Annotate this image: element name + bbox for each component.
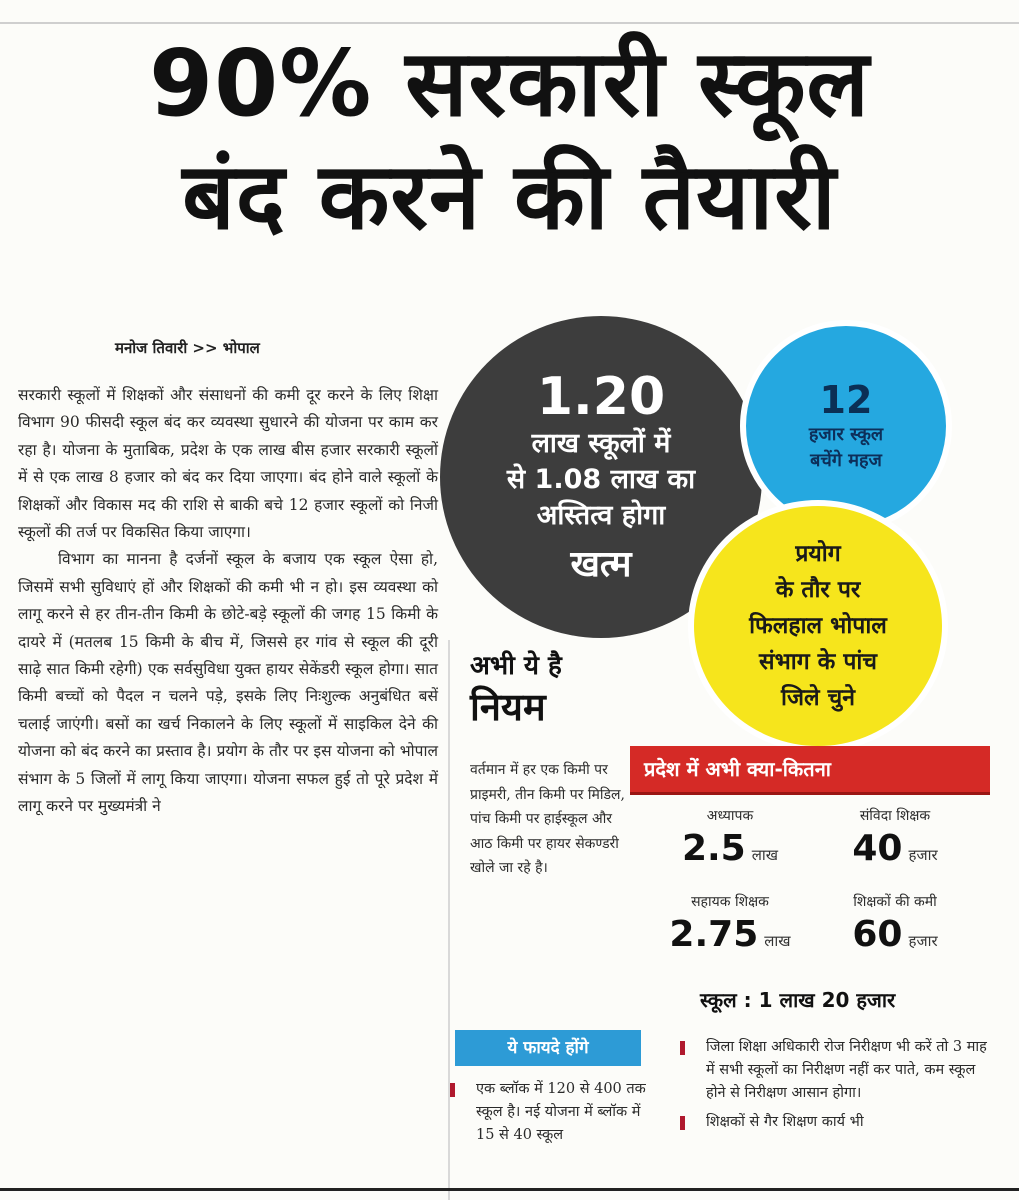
- stat-item: [655, 805, 805, 877]
- stat-unit: हजार: [908, 846, 938, 864]
- headline-line-2: बंद करने की तैयारी: [182, 143, 837, 250]
- headline: [0, 30, 1019, 256]
- rules-title: [470, 650, 562, 732]
- total-schools: स्कूल : 1 लाख 20 हजार: [700, 988, 896, 1012]
- dark-circle-line-2: से 1.08 लाख का: [506, 463, 696, 495]
- yellow-info-circle: [688, 500, 948, 752]
- yellow-circle-line-5: जिले चुने: [781, 685, 855, 711]
- stat-value-wrap: [820, 827, 970, 877]
- stat-unit: हजार: [908, 932, 938, 950]
- stat-value: 2.5: [681, 828, 746, 869]
- article-paragraph-1: सरकारी स्कूलों में शिक्षकों और संसाधनों की कमी दूर करने के लिए शिक्षा विभाग 90 फीसदी स्कूल बंद कर व्यवस्था सुधारने की योजना पर काम कर रहा है। योजना के मुताबिक, प्रदेश के एक लाख बीस हजार सरकारी स्कूलों में से एक लाख 8 हजार को बंद कर दिया जाएगा। बंद होने वाले स्कूलों के शिक्षकों और विकास मद की राशि से बाकी बचे 12 हजार स्कूलों को निजी स्कूलों की तर्ज पर विकसित किया जाएगा।: [18, 386, 438, 542]
- blue-circle-number: 12: [819, 378, 873, 422]
- stat-label: अध्यापक: [706, 808, 754, 824]
- stat-item: [820, 805, 970, 877]
- article-paragraph-2: विभाग का मानना है दर्जनों स्कूल के बजाय एक स्कूल ऐसा हो, जिसमें सभी सुविधाएं हों और शिक्षकों की कमी भी न हो। इस व्यवस्था को लागू करने से हर तीन-तीन किमी के छोटे-बड़े स्कूलों की जगह 15 किमी के दायरे में (मतलब 15 किमी के बीच में, जिससे हर गांव से स्कूल की दूरी साढ़े सात किमी रहेगी) एक सर्वसुविधा युक्त हायर सेकेंडरी स्कूल होगा। सात किमी बच्चों को पैदल न चलने पड़े, इसके लिए निःशुल्क अनुबंधित बसें चलाई जाएंगी। बसों का खर्च निकालने के लिए स्कूलों में साइकिल देने की योजना को बंद करने का प्रस्ताव है। प्रयोग के तौर पर इस योजना को भोपाल संभाग के 5 जिलों में लागू किया जाएगा। योजना सफल हुई तो पूरे प्रदेश में लागू करने पर मुख्यमंत्री ने: [18, 550, 438, 816]
- rules-text: वर्तमान में हर एक किमी पर प्राइमरी, तीन किमी पर मिडिल, पांच किमी पर हाईस्कूल और आठ किमी पर हायर सेकण्डरी खोले जा रहे है।: [470, 762, 625, 876]
- yellow-circle-line-4: संभाग के पांच: [759, 649, 877, 675]
- yellow-circle-line-1: प्रयोग: [795, 541, 841, 567]
- bullet-marker-icon: [450, 1083, 455, 1097]
- dark-circle-line-4: खत्म: [570, 543, 632, 585]
- rules-title-line-1: अभी ये है: [470, 651, 562, 681]
- dark-circle-line-3: अस्तित्व होगा: [536, 499, 666, 531]
- list-item: [450, 1078, 650, 1147]
- stat-label: संविदा शिक्षक: [859, 808, 931, 824]
- bottom-rule: [0, 1188, 1019, 1191]
- stat-item: [820, 891, 970, 963]
- rules-title-line-2: नियम: [470, 685, 546, 729]
- benefit-list-left: [450, 1078, 650, 1147]
- stat-value-wrap: [655, 913, 805, 963]
- stat-item: [655, 891, 805, 963]
- benefit-list-right: [680, 1036, 990, 1134]
- dark-circle-number: 1.20: [536, 366, 666, 427]
- stat-value: 40: [852, 828, 903, 869]
- benefit-text: एक ब्लॉक में 120 से 400 तक स्कूल है। नई योजना में ब्लॉक में 15 से 40 स्कूल: [476, 1081, 646, 1143]
- blue-circle-line-1: हजार स्कूल: [808, 424, 884, 445]
- yellow-circle-line-2: के तौर पर: [775, 577, 861, 603]
- yellow-circle-line-3: फिलहाल भोपाल: [749, 613, 887, 639]
- article-body: [18, 382, 438, 821]
- stat-unit: लाख: [764, 932, 791, 950]
- stats-heading-bar: प्रदेश में अभी क्या-कितना: [630, 746, 990, 792]
- benefit-text: शिक्षकों से गैर शिक्षण कार्य भी: [706, 1114, 864, 1130]
- stat-label: सहायक शिक्षक: [691, 894, 769, 910]
- bullet-marker-icon: [680, 1041, 685, 1055]
- list-item: [680, 1036, 990, 1105]
- list-item: [680, 1111, 990, 1134]
- top-rule: [0, 22, 1019, 24]
- dark-circle-line-1: लाख स्कूलों में: [531, 427, 671, 459]
- benefits-heading-bar: ये फायदे होंगे: [455, 1030, 641, 1066]
- headline-line-1: 90% सरकारी स्कूल: [149, 30, 870, 137]
- stat-value-wrap: [655, 827, 805, 877]
- stat-value: 2.75: [669, 914, 759, 955]
- benefit-text: जिला शिक्षा अधिकारी रोज निरीक्षण भी करें तो 3 माह में सभी स्कूलों का निरीक्षण नहीं कर पाते, कम स्कूल होने से निरीक्षण आसान होगा।: [706, 1039, 987, 1101]
- stat-label: शिक्षकों की कमी: [853, 894, 937, 910]
- bullet-marker-icon: [680, 1116, 685, 1130]
- byline: मनोज तिवारी >> भोपाल: [115, 339, 260, 357]
- stats-grid: [655, 805, 985, 985]
- stat-value-wrap: [820, 913, 970, 963]
- blue-stat-circle: [740, 320, 952, 532]
- blue-circle-line-2: बचेंगे महज: [810, 450, 882, 471]
- stat-value: 60: [852, 914, 903, 955]
- stat-unit: लाख: [751, 846, 779, 864]
